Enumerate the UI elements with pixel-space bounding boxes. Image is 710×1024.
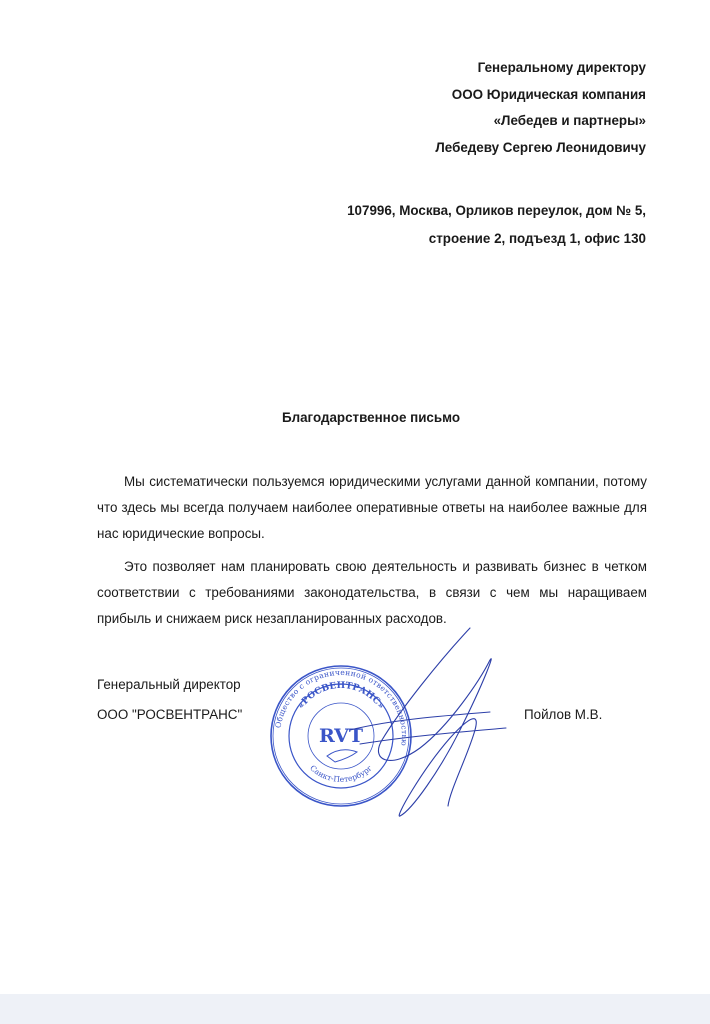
addressee-line: ООО Юридическая компания xyxy=(451,86,646,102)
stamp-monogram: RVT xyxy=(319,725,363,747)
stamp-brand-text: «РОСВЕНТРАНС» xyxy=(296,680,386,712)
address-block xyxy=(347,197,646,253)
signer-position: Генеральный директор xyxy=(97,677,241,692)
stamp-outer-text: Общество с ограниченной ответственностью xyxy=(273,667,410,747)
address-line: строение 2, подъезд 1, офис 130 xyxy=(428,231,646,246)
addressee-line: Генеральному директору xyxy=(477,60,646,75)
scan-bottom-edge xyxy=(0,994,710,1024)
body-paragraph: Это позволяет нам планировать свою деятельность и развивать бизнес в четком соответствии с требованиями законодательства, в связи с чем мы наращиваем прибыль и снижаем риск незапланированных расходов. xyxy=(97,559,647,626)
body-paragraph: Мы систематически пользуемся юридическими услугами данной компании, потому что здесь мы всегда получаем наиболее оперативные ответы на наиболее важные для нас юридические вопросы. xyxy=(97,474,647,541)
addressee-block xyxy=(435,55,646,161)
letter-title: Благодарственное письмо xyxy=(281,410,461,425)
stamp-city-text: Санкт-Петербург xyxy=(308,763,374,784)
addressee-line: «Лебедев и партнеры» xyxy=(493,113,646,128)
address-line: 107996, Москва, Орликов переулок, дом № 5, xyxy=(347,203,646,218)
signer-organization: ООО "РОСВЕНТРАНС" xyxy=(97,707,243,722)
signer-name: Пойлов М.В. xyxy=(524,707,603,722)
handwritten-signature xyxy=(330,620,520,830)
addressee-line: Лебедеву Сергею Леонидовичу xyxy=(435,139,646,155)
